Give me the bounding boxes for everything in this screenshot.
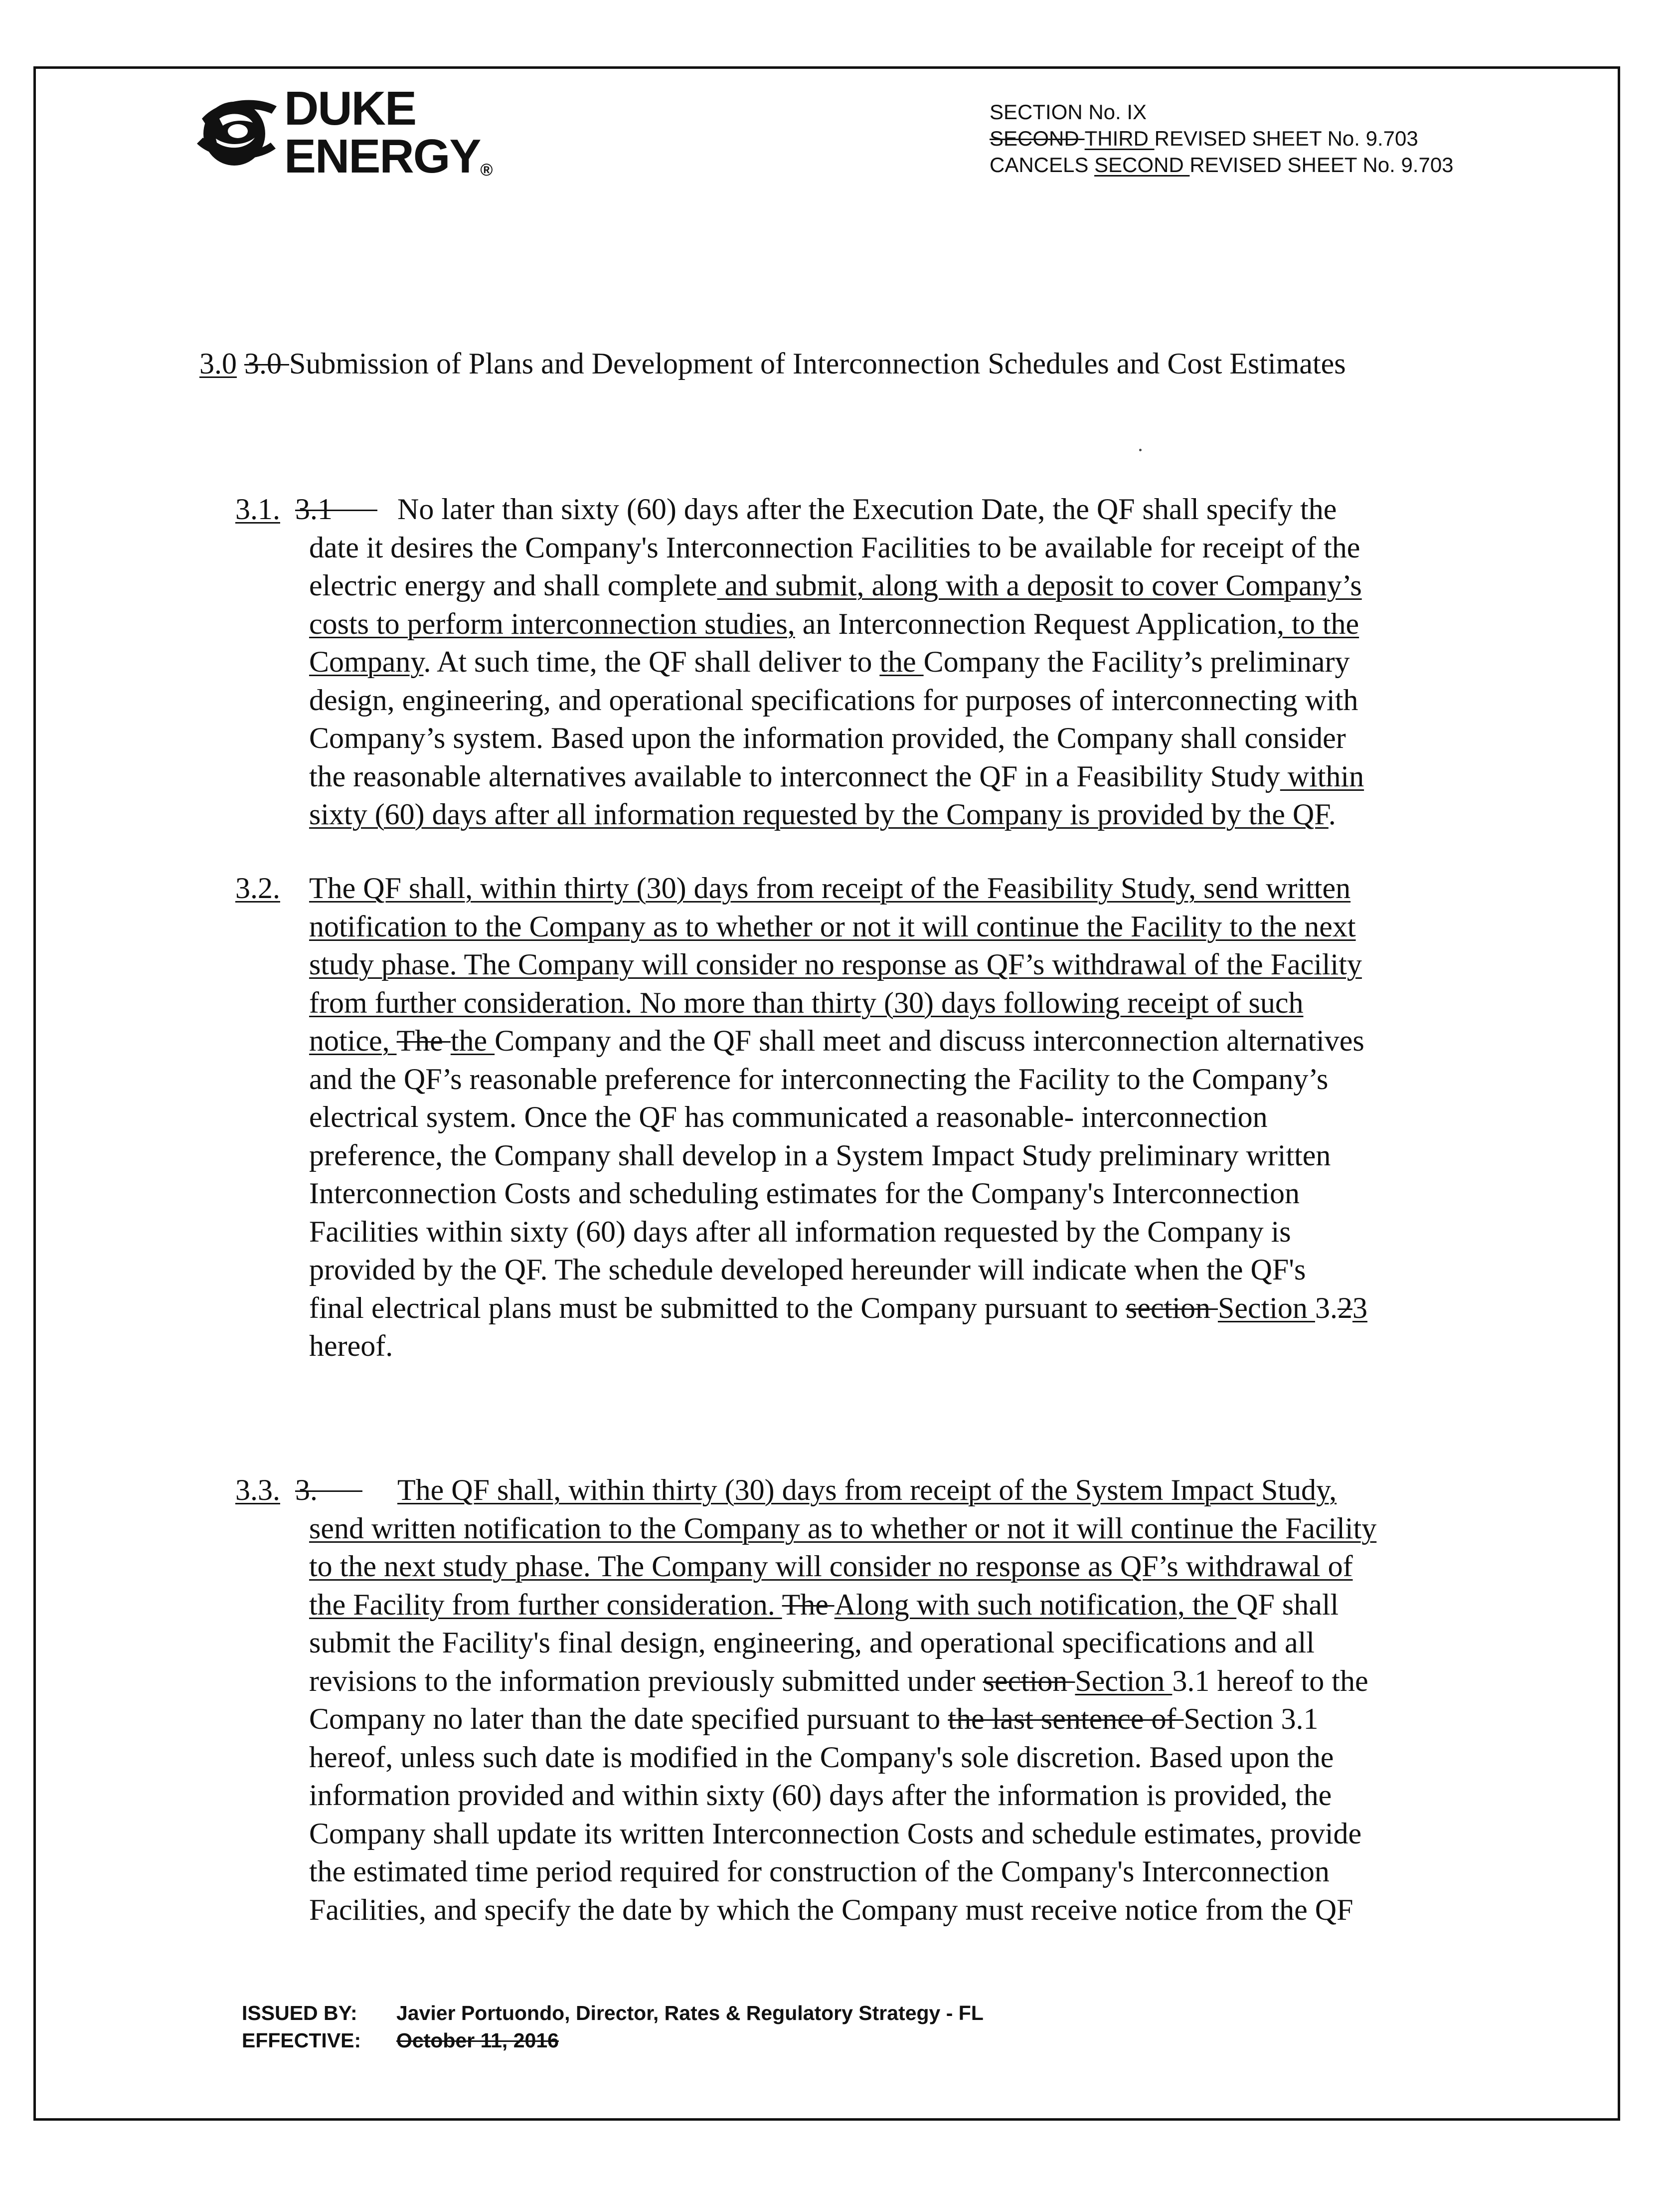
section-number: SECTION No. IX — [990, 100, 1147, 124]
paragraph-3-2 — [235, 869, 1497, 1365]
logo-wordmark — [284, 82, 492, 194]
paragraph-number: 3.2. — [235, 872, 280, 905]
text-line: design, engineering, and operational specifications for purposes of interconnecting with — [309, 683, 1358, 717]
text-line: and the QF’s reasonable preference for interconnecting the Facility to the Company’s — [309, 1062, 1329, 1096]
text-line: provided by the QF. The schedule developed hereunder will indicate when the QF's — [309, 1253, 1306, 1286]
text-line: Company. At such time, the QF shall deliver to the Company the Facility’s preliminary — [309, 645, 1350, 678]
issued-label: ISSUED BY: — [242, 2002, 357, 2024]
footer — [242, 2000, 984, 2054]
cancels-text: REVISED SHEET No. 9.703 — [1189, 153, 1454, 177]
paragraph-number: 3.1. 3.1 — [235, 493, 333, 526]
cancels-line — [990, 152, 1454, 178]
text-line: information provided and within sixty (60) days after the information is provided, the — [309, 1779, 1332, 1812]
inserted-text: SECOND — [1094, 153, 1190, 177]
text-line: Company’s system. Based upon the information provided, the Company shall consider — [309, 722, 1346, 754]
text-line: Facilities within sixty (60) days after all information requested by the Company is — [309, 1215, 1291, 1248]
text-line: notice, The the Company and the QF shall meet and discuss interconnection alternatives — [309, 1024, 1364, 1057]
cancels-prefix: CANCELS — [990, 153, 1095, 177]
text-line: submit the Facility's final design, engineering, and operational specifications and all — [309, 1626, 1315, 1659]
text-line: Facilities, and specify the date by which the Company must receive notice from the QF — [309, 1893, 1353, 1926]
text-line: send written notification to the Company as to whether or not it will continue the Facility — [309, 1511, 1377, 1545]
paragraph-3-1 — [235, 490, 1497, 834]
text-line: date it desires the Company's Interconnection Facilities to be available for receipt of the — [309, 531, 1360, 564]
text-line: hereof. — [309, 1329, 393, 1362]
sheet-text: REVISED SHEET No. 9.703 — [1154, 127, 1418, 150]
text-line: final electrical plans must be submitted to the Company pursuant to section Section 3.23 — [309, 1291, 1367, 1324]
text-line: The QF shall, within thirty (30) days from receipt of the System Impact Study, — [397, 1473, 1337, 1506]
effective-label: EFFECTIVE: — [242, 2029, 361, 2052]
text-line: preference, the Company shall develop in a System Impact Study preliminary written — [309, 1138, 1331, 1172]
text-line: the Facility from further consideration. The Along with such notification, the QF shall — [309, 1588, 1339, 1621]
effective-line — [242, 2027, 984, 2054]
effective-date-struck: October 11, 2016 — [396, 2029, 559, 2052]
text-line: the estimated time period required for construction of the Company's Interconnection — [309, 1855, 1330, 1888]
text-line: study phase. The Company will consider no response as QF’s withdrawal of the Facility — [309, 948, 1362, 981]
text-line: electric energy and shall complete and submit, along with a deposit to cover Company’s — [309, 569, 1362, 602]
heading-number: 3.0 — [199, 347, 237, 380]
text-line: The QF shall, within thirty (30) days from receipt of the Feasibility Study, send written — [309, 872, 1351, 905]
text-line: to the next study phase. The Company will consider no response as QF’s withdrawal of — [309, 1550, 1353, 1583]
logo-word-energy: ENERGY — [284, 130, 481, 183]
text-line: the reasonable alternatives available to interconnect the QF in a Feasibility Study within — [309, 759, 1364, 793]
section-heading — [199, 346, 1346, 381]
text-line: notification to the Company as to whether or not it will continue the Facility to the next — [309, 910, 1356, 943]
text-line: Interconnection Costs and scheduling estimates for the Company's Interconnection — [309, 1177, 1300, 1210]
text-line: from further consideration. No more than thirty (30) days following receipt of such — [309, 986, 1304, 1019]
sheet-info — [990, 99, 1454, 178]
issued-by-line — [242, 2000, 984, 2027]
text-line: costs to perform interconnection studies, an Interconnection Request Application, to the — [309, 607, 1359, 640]
heading-title: Submission of Plans and Development of Interconnection Schedules and Cost Estimates — [289, 347, 1346, 380]
issued-value: Javier Portuondo, Director, Rates & Regulatory Strategy - FL — [396, 2002, 984, 2024]
text-line: sixty (60) days after all information requested by the Company is provided by the QF. — [309, 798, 1336, 831]
struck-text: SECOND — [990, 127, 1085, 150]
revised-sheet-line — [990, 125, 1454, 152]
logo-word-duke: DUKE — [284, 82, 416, 135]
paragraph-3-3 — [235, 1471, 1497, 1929]
text-line: Company shall update its written Interconnection Costs and schedule estimates, provide — [309, 1817, 1362, 1850]
text-line: electrical system. Once the QF has communicated a reasonable- interconnection — [309, 1100, 1268, 1133]
text-line: No later than sixty (60) days after the Execution Date, the QF shall specify the — [397, 493, 1337, 526]
text-line: hereof, unless such date is modified in the Company's sole discretion. Based upon the — [309, 1740, 1334, 1774]
paragraph-number: 3.3. 3. — [235, 1473, 318, 1506]
scan-speck — [1139, 449, 1142, 451]
text-line: revisions to the information previously submitted under section Section 3.1 hereof to the — [309, 1664, 1368, 1697]
struck-heading-number: 3.0 — [244, 347, 289, 380]
inserted-text: THIRD — [1084, 127, 1155, 150]
text-line: Company no later than the date specified pursuant to the last sentence of Section 3.1 — [309, 1702, 1319, 1735]
registered-mark: ® — [480, 161, 492, 180]
